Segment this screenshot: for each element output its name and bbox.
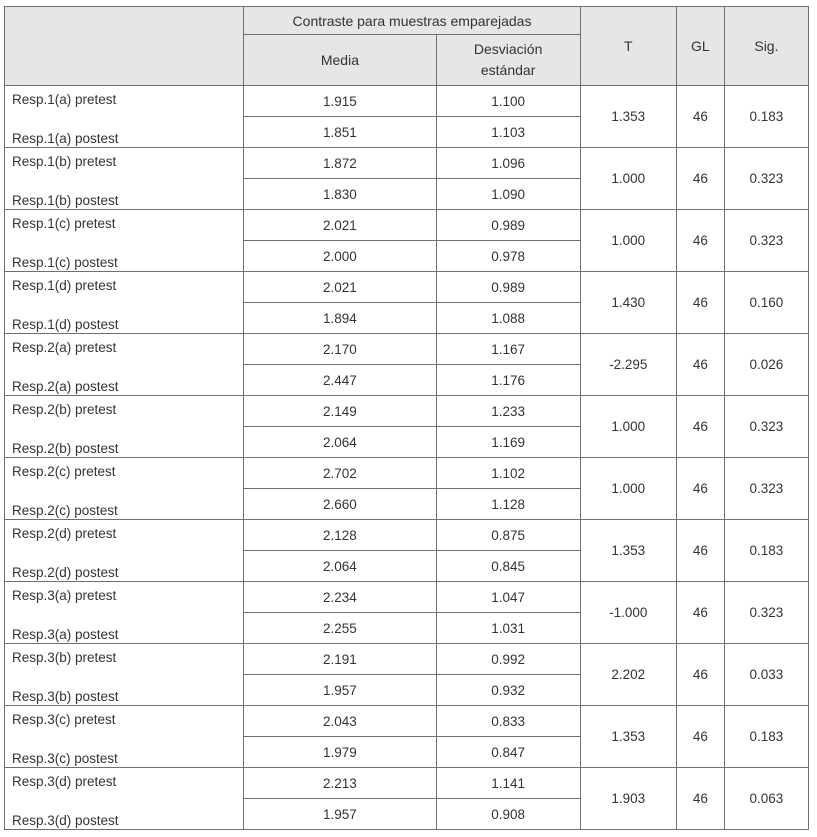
pretest-label: Resp.2(c) pretest (12, 464, 116, 479)
pretest-desviacion: 1.233 (436, 396, 580, 427)
pretest-desviacion: 0.833 (436, 706, 580, 737)
gl-value: 46 (676, 458, 724, 520)
gl-value: 46 (676, 582, 724, 644)
pretest-desviacion: 1.102 (436, 458, 580, 489)
postest-media: 1.851 (244, 117, 436, 148)
header-group-title: Contraste para muestras emparejadas (244, 7, 580, 35)
header-desviacion (436, 35, 580, 86)
postest-media: 2.255 (244, 613, 436, 644)
pretest-label: Resp.2(d) pretest (12, 526, 117, 541)
postest-label: Resp.3(c) postest (12, 751, 118, 766)
sig-value: 0.323 (724, 148, 808, 210)
postest-desviacion: 0.978 (436, 241, 580, 272)
variable-label-cell (5, 768, 244, 830)
variable-label-cell (5, 582, 244, 644)
table-row (5, 458, 809, 489)
variable-label-cell (5, 644, 244, 706)
variable-label-cell (5, 706, 244, 768)
t-value: 1.000 (580, 396, 676, 458)
sig-value: 0.026 (724, 334, 808, 396)
pretest-label: Resp.1(c) pretest (12, 216, 116, 231)
header-sig: Sig. (724, 7, 808, 86)
postest-desviacion: 1.176 (436, 365, 580, 396)
pretest-media: 1.915 (244, 86, 436, 117)
t-value: 1.000 (580, 210, 676, 272)
sig-value: 0.033 (724, 644, 808, 706)
header-empty-cell (5, 7, 244, 86)
postest-label: Resp.2(d) postest (12, 565, 119, 580)
table-row (5, 272, 809, 303)
pretest-label: Resp.3(c) pretest (12, 712, 116, 727)
gl-value: 46 (676, 86, 724, 148)
postest-label: Resp.3(d) postest (12, 813, 119, 828)
t-value: 1.353 (580, 86, 676, 148)
pretest-media: 2.702 (244, 458, 436, 489)
t-value: 2.202 (580, 644, 676, 706)
pretest-media: 2.043 (244, 706, 436, 737)
postest-label: Resp.1(a) postest (12, 131, 119, 146)
gl-value: 46 (676, 768, 724, 830)
gl-value: 46 (676, 706, 724, 768)
table-row (5, 396, 809, 427)
postest-media: 1.979 (244, 737, 436, 768)
t-value: 1.430 (580, 272, 676, 334)
variable-label-cell (5, 458, 244, 520)
pretest-label: Resp.1(b) pretest (12, 154, 117, 169)
table-row (5, 768, 809, 799)
gl-value: 46 (676, 210, 724, 272)
postest-media: 2.447 (244, 365, 436, 396)
postest-label: Resp.2(b) postest (12, 441, 119, 456)
pretest-media: 2.191 (244, 644, 436, 675)
sig-value: 0.323 (724, 458, 808, 520)
pretest-desviacion: 1.167 (436, 334, 580, 365)
table-row (5, 148, 809, 179)
variable-label-cell (5, 334, 244, 396)
pretest-media: 2.021 (244, 272, 436, 303)
pretest-media: 2.149 (244, 396, 436, 427)
pretest-desviacion: 0.875 (436, 520, 580, 551)
t-value: 1.353 (580, 706, 676, 768)
pretest-desviacion: 1.096 (436, 148, 580, 179)
pretest-label: Resp.1(d) pretest (12, 278, 117, 293)
pretest-desviacion: 0.989 (436, 272, 580, 303)
gl-value: 46 (676, 396, 724, 458)
postest-label: Resp.3(b) postest (12, 689, 119, 704)
t-value: 1.000 (580, 148, 676, 210)
header-desviacion-line2: estándar (480, 62, 536, 78)
postest-desviacion: 1.128 (436, 489, 580, 520)
sig-value: 0.183 (724, 706, 808, 768)
postest-label: Resp.1(d) postest (12, 317, 119, 332)
pretest-desviacion: 1.141 (436, 768, 580, 799)
sig-value: 0.323 (724, 582, 808, 644)
gl-value: 46 (676, 272, 724, 334)
postest-desviacion: 1.088 (436, 303, 580, 334)
sig-value: 0.323 (724, 210, 808, 272)
t-value: -1.000 (580, 582, 676, 644)
t-value: 1.353 (580, 520, 676, 582)
pretest-desviacion: 0.992 (436, 644, 580, 675)
sig-value: 0.323 (724, 396, 808, 458)
pretest-desviacion: 1.047 (436, 582, 580, 613)
variable-label-cell (5, 210, 244, 272)
pretest-label: Resp.2(b) pretest (12, 402, 117, 417)
pretest-label: Resp.3(b) pretest (12, 650, 117, 665)
postest-desviacion: 1.090 (436, 179, 580, 210)
postest-media: 1.830 (244, 179, 436, 210)
variable-label-cell (5, 396, 244, 458)
pretest-media: 2.213 (244, 768, 436, 799)
postest-desviacion: 0.847 (436, 737, 580, 768)
variable-label-cell (5, 520, 244, 582)
pretest-media: 2.021 (244, 210, 436, 241)
pretest-media: 1.872 (244, 148, 436, 179)
table-row (5, 644, 809, 675)
t-value: 1.903 (580, 768, 676, 830)
postest-desviacion: 0.908 (436, 799, 580, 830)
sig-value: 0.183 (724, 86, 808, 148)
sig-value: 0.160 (724, 272, 808, 334)
pretest-label: Resp.1(a) pretest (12, 92, 117, 107)
postest-desviacion: 0.932 (436, 675, 580, 706)
header-desviacion-line1: Desviación (473, 41, 543, 57)
postest-label: Resp.3(a) postest (12, 627, 119, 642)
postest-media: 2.660 (244, 489, 436, 520)
postest-media: 1.957 (244, 799, 436, 830)
paired-samples-table (4, 6, 809, 830)
pretest-label: Resp.3(d) pretest (12, 774, 117, 789)
t-value: -2.295 (580, 334, 676, 396)
table-row (5, 582, 809, 613)
postest-label: Resp.2(a) postest (12, 379, 119, 394)
variable-label-cell (5, 86, 244, 148)
variable-label-cell (5, 272, 244, 334)
header-media: Media (244, 35, 436, 86)
pretest-desviacion: 1.100 (436, 86, 580, 117)
t-value: 1.000 (580, 458, 676, 520)
postest-media: 1.894 (244, 303, 436, 334)
table-row (5, 706, 809, 737)
header-gl: GL (676, 7, 724, 86)
pretest-media: 2.234 (244, 582, 436, 613)
header-t: T (580, 7, 676, 86)
postest-media: 1.957 (244, 675, 436, 706)
table-row (5, 334, 809, 365)
variable-label-cell (5, 148, 244, 210)
pretest-label: Resp.2(a) pretest (12, 340, 117, 355)
postest-desviacion: 0.845 (436, 551, 580, 582)
postest-media: 2.000 (244, 241, 436, 272)
postest-desviacion: 1.031 (436, 613, 580, 644)
postest-label: Resp.2(c) postest (12, 503, 118, 518)
postest-media: 2.064 (244, 551, 436, 582)
sig-value: 0.183 (724, 520, 808, 582)
gl-value: 46 (676, 644, 724, 706)
postest-label: Resp.1(b) postest (12, 193, 119, 208)
postest-media: 2.064 (244, 427, 436, 458)
postest-label: Resp.1(c) postest (12, 255, 118, 270)
sig-value: 0.063 (724, 768, 808, 830)
pretest-media: 2.170 (244, 334, 436, 365)
gl-value: 46 (676, 148, 724, 210)
postest-desviacion: 1.169 (436, 427, 580, 458)
postest-desviacion: 1.103 (436, 117, 580, 148)
table-body (5, 86, 809, 830)
pretest-media: 2.128 (244, 520, 436, 551)
gl-value: 46 (676, 334, 724, 396)
table-row (5, 520, 809, 551)
table-row (5, 86, 809, 117)
pretest-label: Resp.3(a) pretest (12, 588, 117, 603)
table-row (5, 210, 809, 241)
pretest-desviacion: 0.989 (436, 210, 580, 241)
gl-value: 46 (676, 520, 724, 582)
